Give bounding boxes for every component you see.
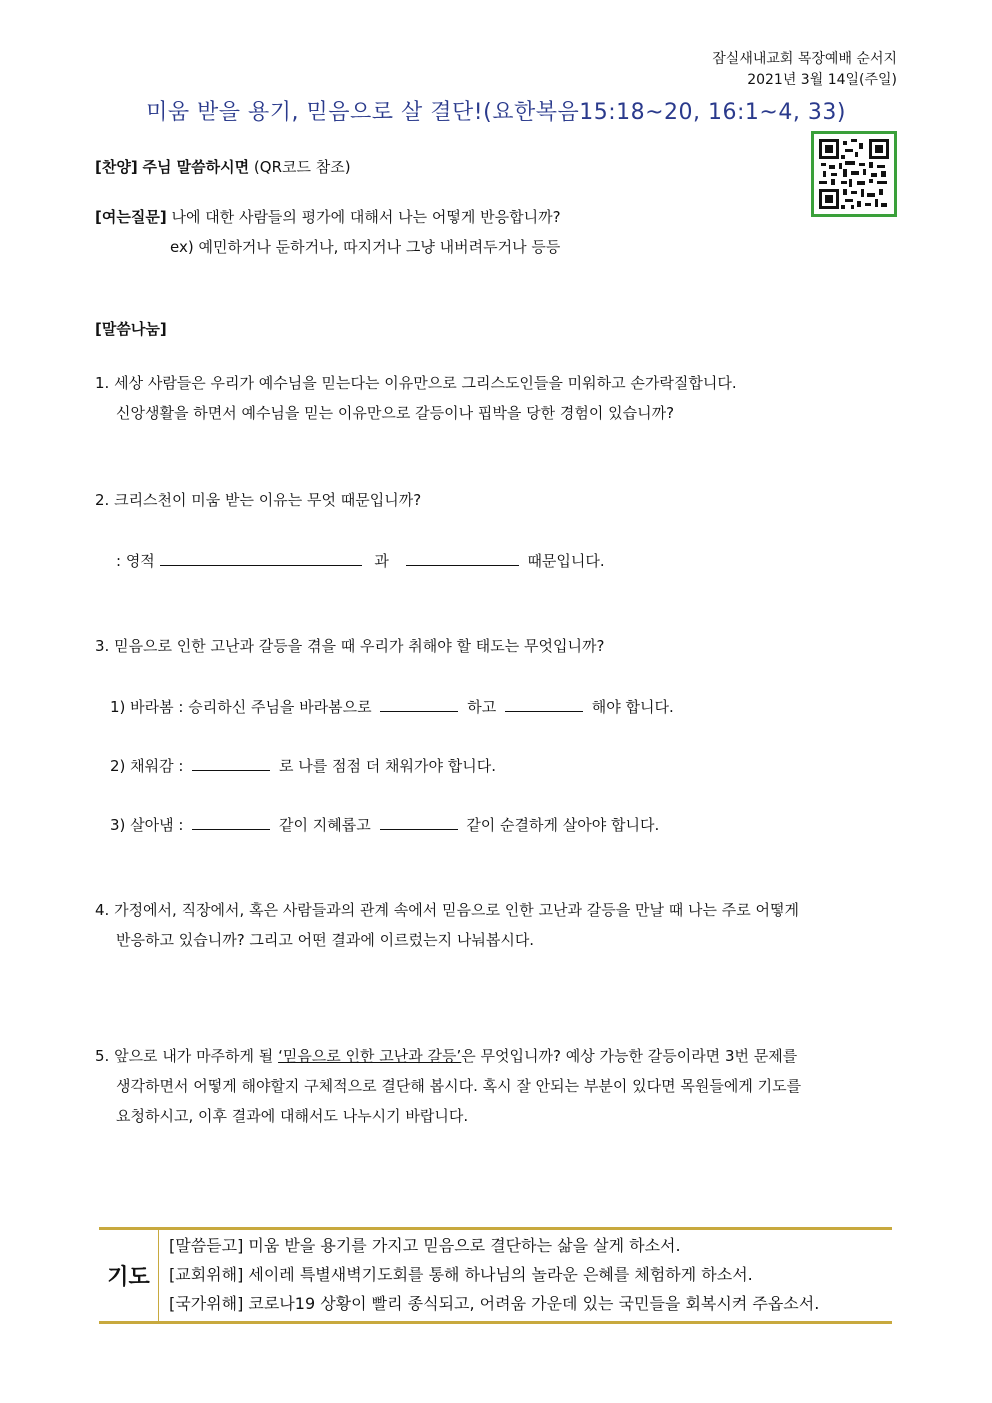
q3-sub3-blank-1[interactable] (192, 815, 270, 830)
hymn-title: 주님 말씀하시면 (142, 158, 250, 176)
q3-sub1-blank-2[interactable] (505, 697, 583, 712)
qr-code[interactable] (811, 131, 897, 217)
q3-sub3-blank-2[interactable] (380, 815, 458, 830)
church-service-name: 잠실새내교회 목장예배 순서지 (712, 51, 897, 67)
prayer-table (99, 1227, 892, 1324)
prayer-item-nation: [국가위해] 코로나19 상황이 빨리 종식되고, 어려움 가운데 있는 국민들을 회복시켜 주옵소서. (169, 1294, 820, 1313)
prayer-item-word: [말씀듣고] 미움 받을 용기를 가지고 믿음으로 결단하는 삶을 살게 하소서. (169, 1236, 681, 1255)
opening-tag: [여는질문] (95, 208, 167, 226)
q1-line1: 1. 세상 사람들은 우리가 예수님을 믿는다는 이유만으로 그리스도인들을 미워하고 손가락질합니다. (95, 374, 737, 392)
q3-sub1-mid: 하고 (467, 698, 497, 716)
q5-line3: 요청하시고, 이후 결과에 대해서도 나누시기 바랍니다. (116, 1107, 469, 1125)
page-title: 미움 받을 용기, 믿음으로 살 결단!(요한복음15:18~20, 16:1~4, 33) (146, 100, 846, 125)
q3-sub3-suffix: 같이 순결하게 살아야 합니다. (466, 816, 660, 834)
q3-sub1-suffix: 해야 합니다. (591, 698, 674, 716)
sharing-heading: [말씀나눔] (95, 320, 167, 338)
q2-answer-line (116, 551, 605, 569)
q3-sub3-prefix: 3) 살아냄 : (110, 816, 184, 834)
q3-sub3 (110, 815, 659, 833)
q1-line2: 신앙생활을 하면서 예수님을 믿는 이유만으로 갈등이나 핍박을 당한 경험이 있습니까? (116, 404, 675, 422)
opening-question-line (95, 210, 561, 225)
q4-line1: 4. 가정에서, 직장에서, 혹은 사람들과의 관계 속에서 믿음으로 인한 고난과 갈등을 만날 때 나는 주로 어떻게 (95, 901, 799, 919)
q3-sub2-prefix: 2) 채워감 : (110, 757, 184, 775)
q3-sub3-mid: 같이 지혜롭고 (279, 816, 371, 834)
q2-answer-suffix: 때문입니다. (527, 552, 605, 570)
q5-line1-end: 은 무엇입니까? 예상 가능한 갈등이라면 3번 문제를 (461, 1047, 798, 1065)
opening-question: 나에 대한 사람들의 평가에 대해서 나는 어떻게 반응합니까? (171, 208, 561, 226)
q3-line1: 3. 믿음으로 인한 고난과 갈등을 겪을 때 우리가 취해야 할 태도는 무엇입니까? (95, 637, 605, 655)
hymn-line (95, 160, 351, 175)
q5-line1 (95, 1049, 797, 1064)
q2-line1: 2. 크리스천이 미움 받는 이유는 무엇 때문입니까? (95, 491, 422, 509)
q2-answer-mid: 과 (374, 552, 389, 570)
opening-example: ex) 예민하거나 둔하거나, 따지거나 그냥 내버려두거나 등등 (170, 238, 561, 256)
q3-sub2-suffix: 로 나를 점점 더 채워가야 합니다. (279, 757, 497, 775)
q3-sub1-blank-1[interactable] (380, 697, 458, 712)
prayer-label: 기도 (99, 1230, 159, 1321)
hymn-tag: [찬양] (95, 158, 138, 176)
q5-line2: 생각하면서 어떻게 해야할지 구체적으로 결단해 봅시다. 혹시 잘 안되는 부분이 있다면 목원들에게 기도를 (116, 1077, 802, 1095)
q3-sub2-blank[interactable] (192, 756, 270, 771)
q2-answer-prefix: : 영적 (116, 552, 155, 570)
hymn-note: (QR코드 참조) (253, 158, 351, 176)
q3-sub1-prefix: 1) 바라봄 : 승리하신 주님을 바라봄으로 (110, 698, 372, 716)
q2-blank-1[interactable] (160, 551, 362, 566)
service-date: 2021년 3월 14일(주일) (747, 72, 897, 88)
q5-underlined-phrase: ‘믿음으로 인한 고난과 갈등’ (278, 1047, 462, 1065)
q3-sub2 (110, 756, 496, 774)
q5-line1-start: 5. 앞으로 내가 마주하게 될 (95, 1047, 279, 1065)
prayer-item-church: [교회위해] 세이레 특별새벽기도회를 통해 하나님의 놀라운 은혜를 체험하게 하소서. (169, 1265, 753, 1284)
q3-sub1 (110, 697, 674, 715)
q2-blank-2[interactable] (406, 551, 519, 566)
q4-line2: 반응하고 있습니까? 그리고 어떤 결과에 이르렀는지 나눠봅시다. (116, 931, 535, 949)
qr-code-icon (819, 139, 889, 209)
